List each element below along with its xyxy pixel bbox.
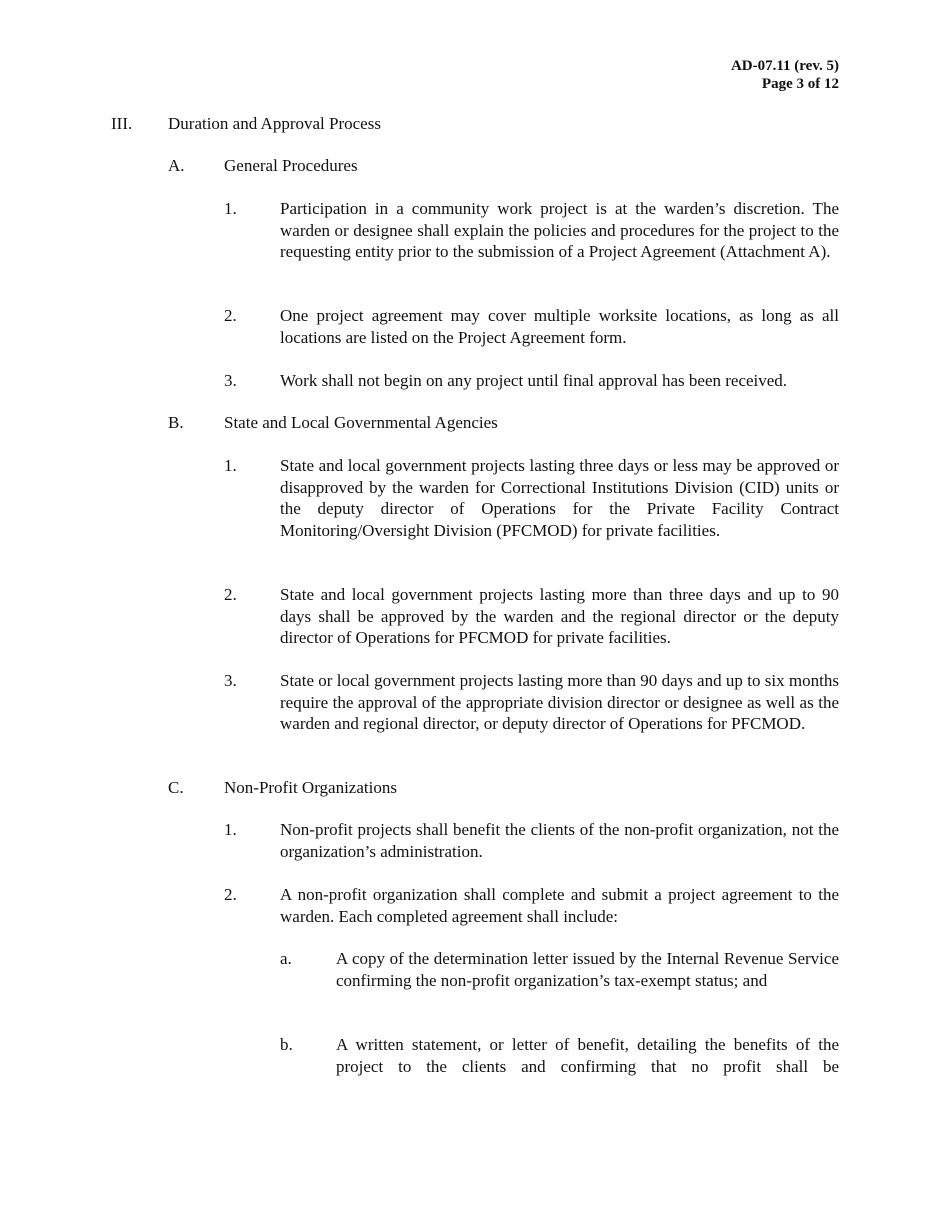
item-number: 1. [224, 199, 237, 218]
list-item-a3 [224, 370, 864, 392]
list-item-c1 [224, 819, 839, 862]
item-text: Non-profit projects shall benefit the clients of the non-profit organization, not the organization’s administration. [280, 820, 839, 861]
list-item-a1 [224, 198, 839, 263]
subsection-heading-a [168, 155, 839, 177]
item-number: 2. [224, 306, 237, 325]
item-text: State and local government projects lasting more than three days and up to 90 days shall be approved by the warden and the regional director or the deputy director of Operations for PFCMOD for private facilities. [280, 585, 839, 647]
list-item-b1 [224, 455, 839, 541]
subsection-letter: A. [168, 156, 185, 175]
sub-item-c2b [280, 1034, 839, 1077]
sub-item-letter: a. [280, 949, 292, 968]
item-text: State or local government projects lasting more than 90 days and up to six months require the approval of the appropriate division director or designee as well as the warden and regional director, or deputy director of Operations for PFCMOD. [280, 671, 839, 733]
list-item-c2 [224, 884, 839, 927]
sub-item-text: A copy of the determination letter issued by the Internal Revenue Service confirming the non-profit organization’s tax-exempt status; and [336, 949, 839, 990]
subsection-letter: C. [168, 778, 184, 797]
item-text: One project agreement may cover multiple worksite locations, as long as all locations are listed on the Project Agreement form. [280, 306, 839, 347]
item-number: 1. [224, 820, 237, 839]
sub-item-letter: b. [280, 1035, 293, 1054]
sub-item-text: A written statement, or letter of benefit, detailing the benefits of the project to the clients and confirming that no profit shall be [336, 1035, 839, 1076]
list-item-b2 [224, 584, 839, 649]
subsection-heading-c [168, 777, 839, 799]
item-text: A non-profit organization shall complete and submit a project agreement to the warden. Each completed agreement shall include: [280, 885, 839, 926]
document-id: AD-07.11 (rev. 5) [730, 58, 839, 74]
item-text: State and local government projects lasting three days or less may be approved or disapproved by the warden for Correctional Institutions Division (CID) units or the deputy director of Operations for the Private Facility Contract Monitoring/Oversight Division (PFCMOD) for private facilities. [280, 456, 839, 540]
subsection-title: General Procedures [224, 156, 358, 175]
item-text: Participation in a community work project is at the warden’s discretion. The warden or designee shall explain the policies and procedures for the project to the requesting entity prior to the submission of a Project Agreement (Attachment A). [280, 199, 839, 261]
subsection-letter: B. [168, 413, 184, 432]
list-item-b3 [224, 670, 839, 735]
section-heading [111, 113, 839, 135]
section-title: Duration and Approval Process [168, 114, 381, 133]
list-item-a2 [224, 305, 839, 348]
page-header [731, 57, 839, 93]
page-number: Page 3 of 12 [761, 76, 839, 92]
item-number: 3. [224, 671, 237, 690]
subsection-heading-b [168, 412, 839, 434]
item-text: Work shall not begin on any project until final approval has been received. [280, 371, 788, 390]
subsection-title: State and Local Governmental Agencies [224, 413, 498, 432]
item-number: 1. [224, 456, 237, 475]
sub-item-c2a [280, 948, 839, 991]
subsection-title: Non-Profit Organizations [224, 778, 397, 797]
item-number: 2. [224, 885, 237, 904]
item-number: 2. [224, 585, 237, 604]
section-number: III. [111, 114, 133, 133]
item-number: 3. [224, 371, 237, 390]
